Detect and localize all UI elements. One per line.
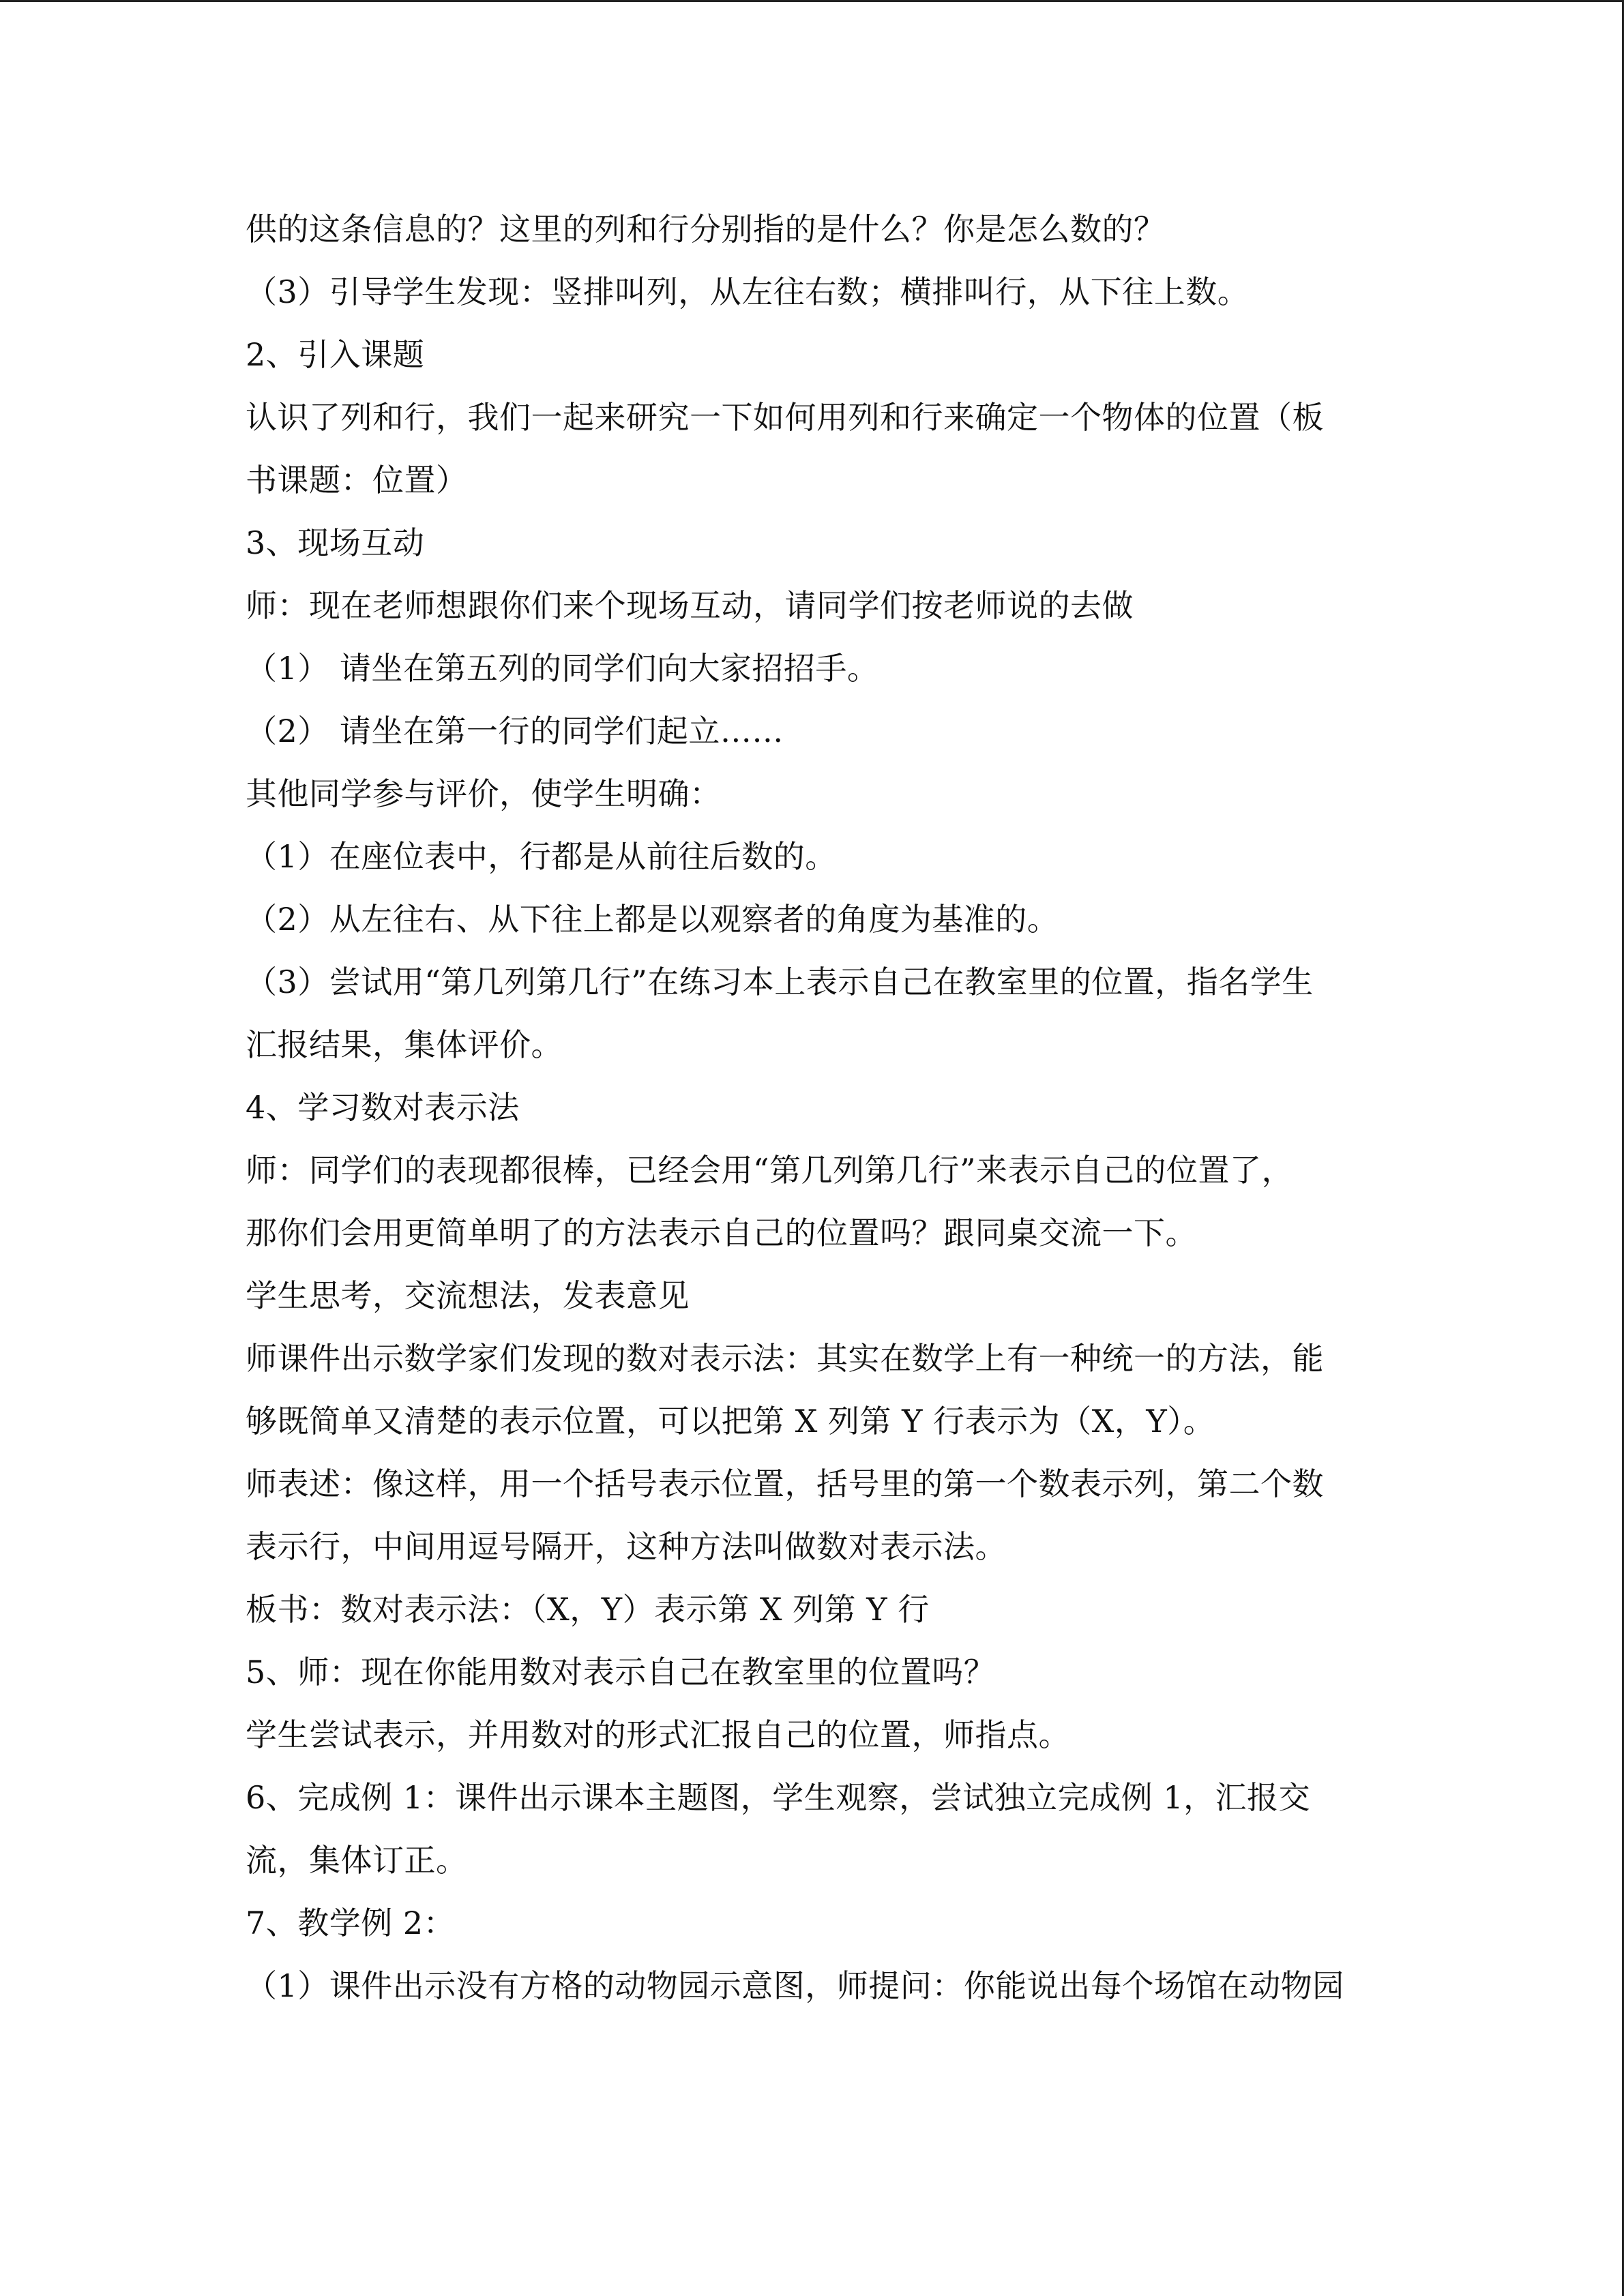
text-line: 那你们会用更简单明了的方法表示自己的位置吗？跟同桌交流一下。 xyxy=(246,1214,1197,1251)
text-line: 够既简单又清楚的表示位置，可以把第 X 列第 Y 行表示为（X，Y）。 xyxy=(246,1403,1215,1440)
text-line: （1） 请坐在第五列的同学们向大家招招手。 xyxy=(246,650,879,687)
text-line: 汇报结果，集体评价。 xyxy=(246,1026,563,1063)
text-line: 板书：数对表示法：（X，Y）表示第 X 列第 Y 行 xyxy=(246,1591,930,1628)
text-line: 表示行，中间用逗号隔开，这种方法叫做数对表示法。 xyxy=(246,1528,1007,1565)
text-line: （2） 请坐在第一行的同学们起立…… xyxy=(246,713,784,749)
section-heading: 7、教学例 2： xyxy=(246,1905,456,1941)
text-line: （1）课件出示没有方格的动物园示意图，师提问：你能说出每个场馆在动物园 xyxy=(246,1967,1344,2004)
section-heading: 4、学习数对表示法 xyxy=(246,1089,520,1126)
text-line: 其他同学参与评价，使学生明确： xyxy=(246,775,722,812)
text-line: 师：现在老师想跟你们来个现场互动，请同学们按老师说的去做 xyxy=(246,587,1134,624)
section-heading: 5、师：现在你能用数对表示自己在教室里的位置吗？ xyxy=(246,1654,996,1690)
text-line: 学生思考，交流想法，发表意见 xyxy=(246,1277,690,1314)
top-border-line xyxy=(0,0,1624,2)
text-line: （3）尝试用“第几列第几行”在练习本上表示自己在教室里的位置，指名学生 xyxy=(246,964,1314,1000)
text-line: 认识了列和行，我们一起来研究一下如何用列和行来确定一个物体的位置（板 xyxy=(246,399,1324,436)
text-line: 师课件出示数学家们发现的数对表示法：其实在数学上有一种统一的方法，能 xyxy=(246,1340,1324,1377)
text-line: 书课题：位置） xyxy=(246,462,468,498)
section-heading: 2、引入课题 xyxy=(246,336,425,373)
text-line: 学生尝试表示，并用数对的形式汇报自己的位置，师指点。 xyxy=(246,1716,1070,1753)
text-line: 流，集体订正。 xyxy=(246,1842,468,1879)
text-line: 师表述：像这样，用一个括号表示位置，括号里的第一个数表示列，第二个数 xyxy=(246,1465,1324,1502)
section-heading: 3、现场互动 xyxy=(246,524,425,561)
text-line: （3）引导学生发现：竖排叫列，从左往右数；横排叫行，从下往上数。 xyxy=(246,273,1250,310)
section-heading: 6、完成例 1：课件出示课本主题图，学生观察，尝试独立完成例 1，汇报交 xyxy=(246,1779,1311,1816)
text-line: 供的这条信息的？这里的列和行分别指的是什么？你是怎么数的？ xyxy=(246,211,1166,248)
text-line: （2）从左往右、从下往上都是以观察者的角度为基准的。 xyxy=(246,901,1059,938)
text-line: （1）在座位表中，行都是从前往后数的。 xyxy=(246,838,837,875)
text-line: 师：同学们的表现都很棒，已经会用“第几列第几行”来表示自己的位置了， xyxy=(246,1152,1294,1189)
document-body xyxy=(246,198,1378,2017)
